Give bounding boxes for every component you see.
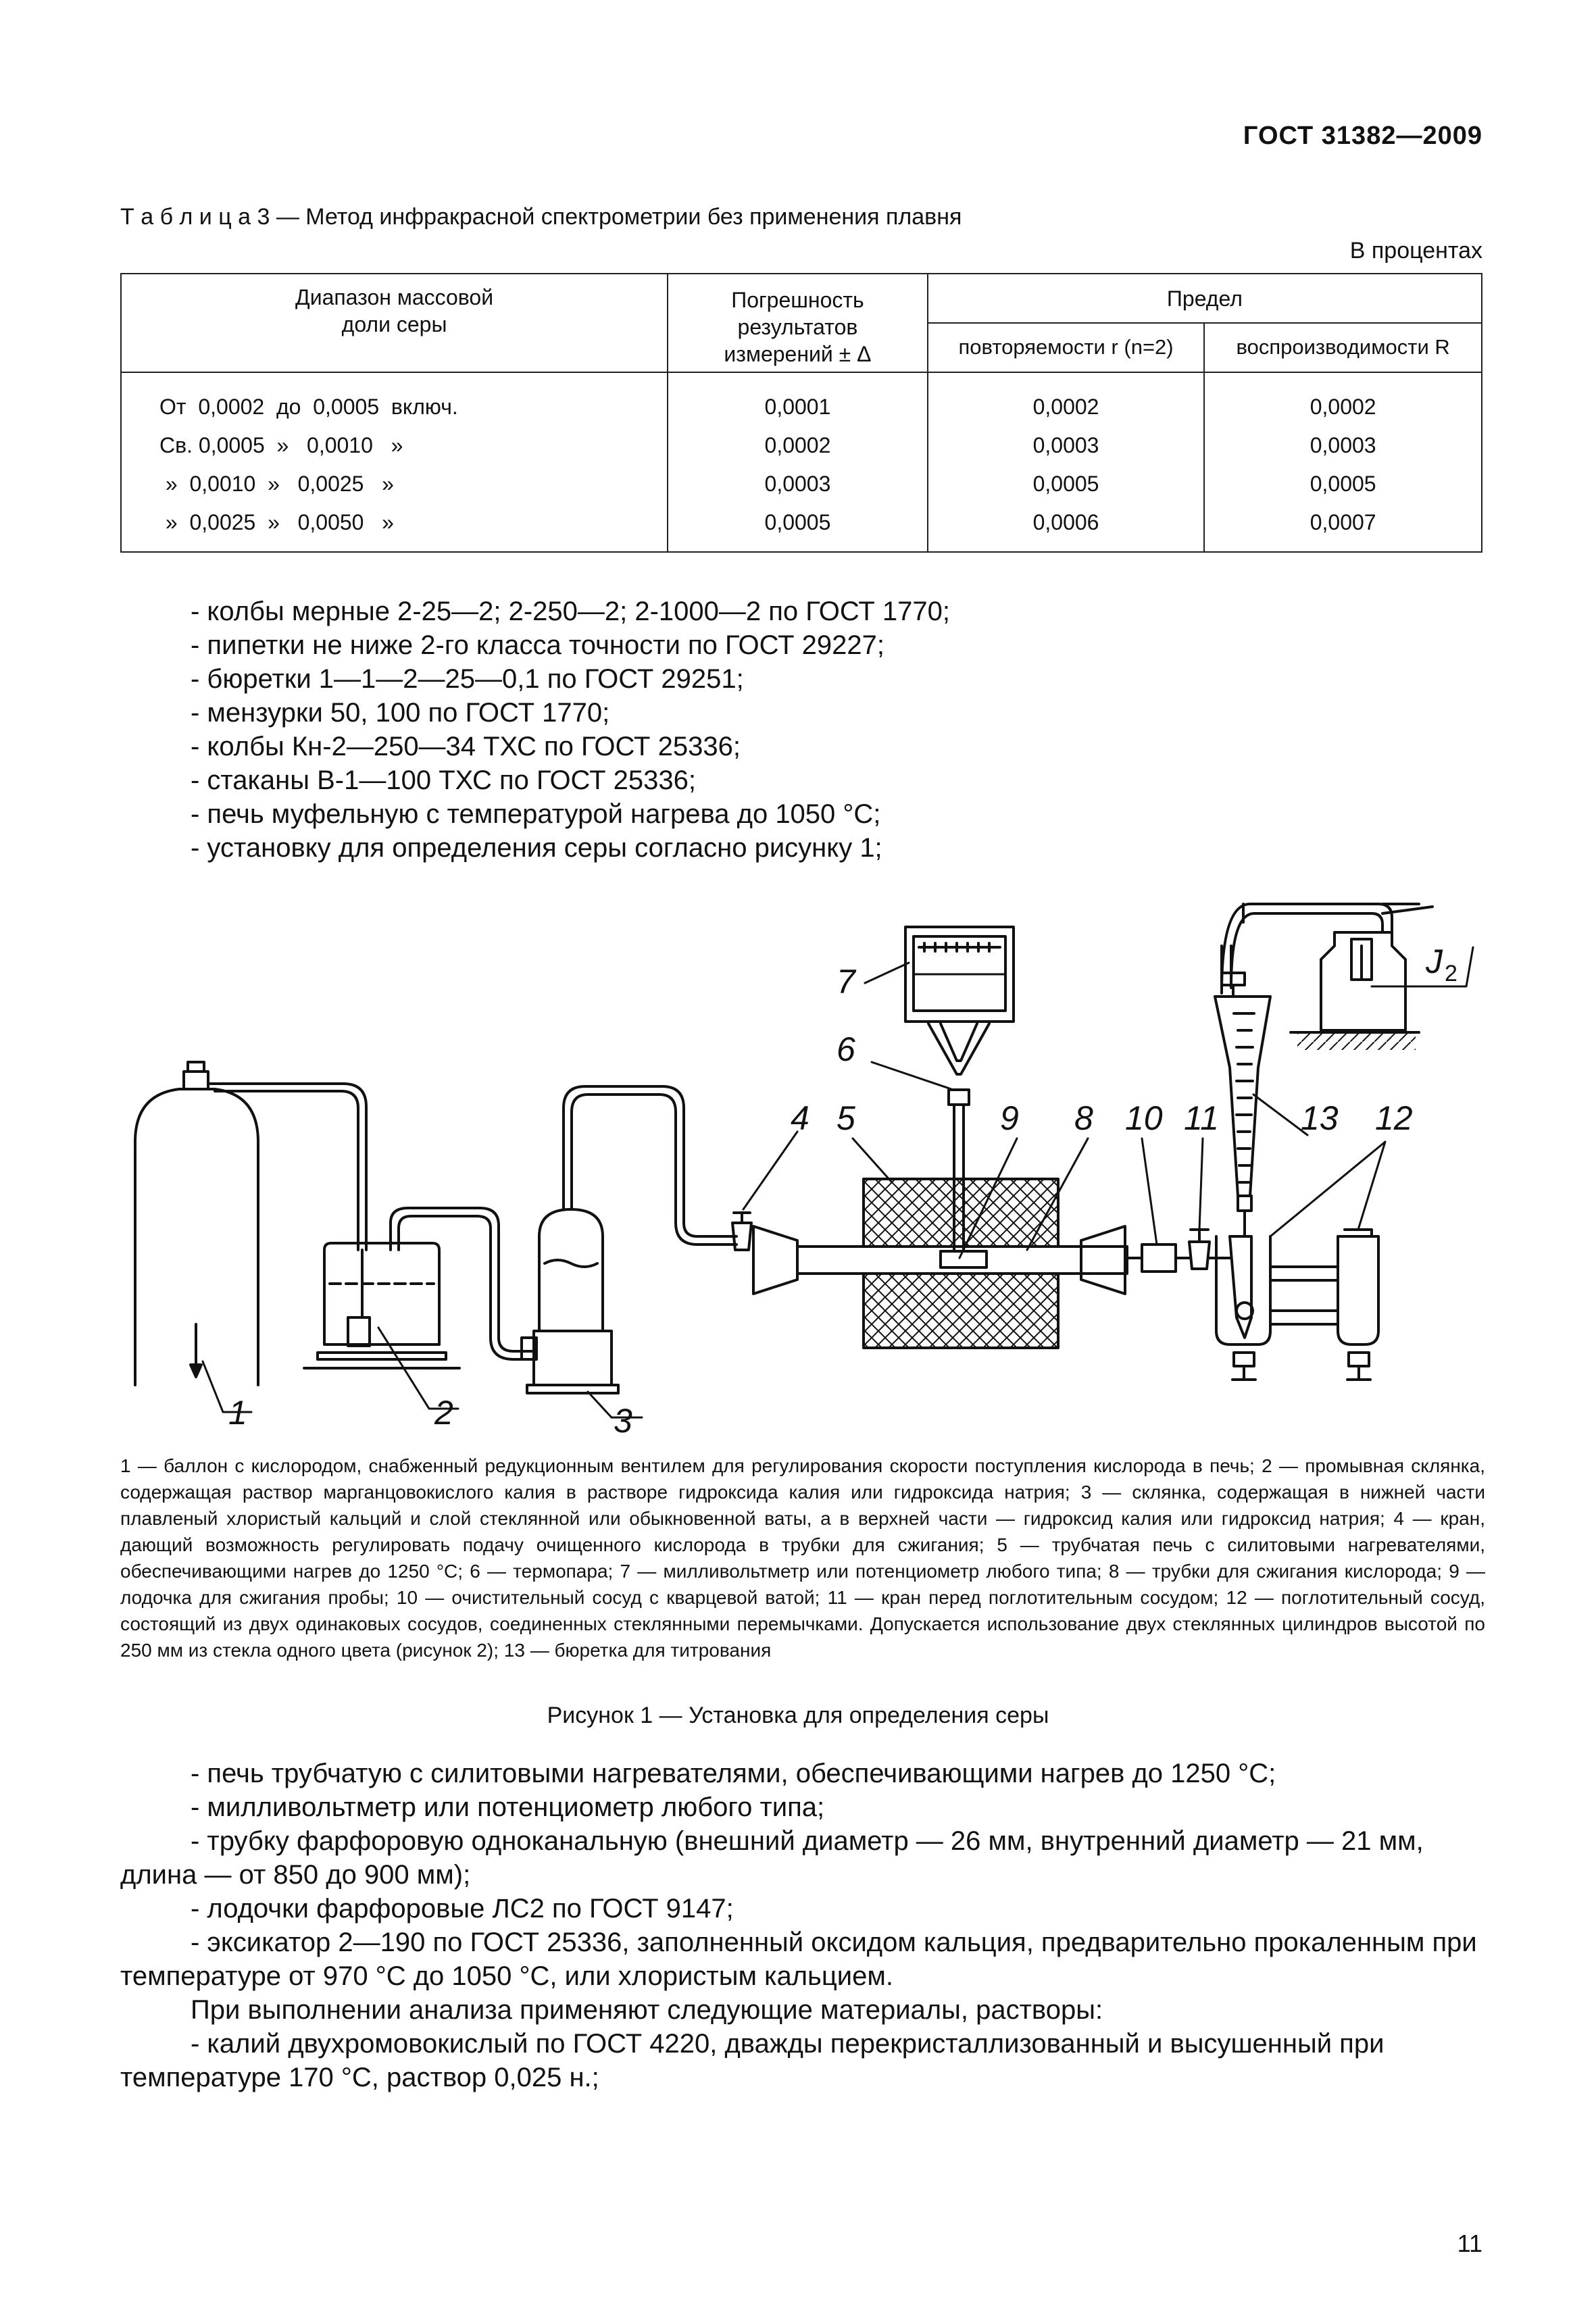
page-number: 11 (1457, 2230, 1482, 2257)
table-row: » 0,0010 » 0,0025 » 0,0003 0,0005 0,0005 (121, 465, 1482, 503)
label-10: 10 (1125, 1099, 1163, 1137)
list-item: - эксикатор 2—190 по ГОСТ 25336, заполненный оксидом кальция, предварительно прокаленным при температуре от 970 °С до 1050 °С, или хлористым кальцием. (120, 1928, 1477, 1991)
header-reprod: воспроизводимости R (1204, 323, 1482, 372)
figure-legend: 1 — баллон с кислородом, снабженный редукционным вентилем для регулирования скорости поступления кислорода в печь; 2 — промывная склянка, содержащая раствор марганцовокислого калия в растворе гидроксида калия или гидроксида натрия; 3 — склянка, содержащая в нижней части плавленый хлористый кальций и слой стеклянной или обыкновенной ваты, а в верхней части — гидроксид калия или гидроксид натрия; 4 — кран, дающий возможность регулировать подачу очищенного кислорода в трубки для сжигания; 5 — трубчатая печь с силитовыми нагревателями, обеспечивающими нагрев до 1250 °С; 6 — термопара; 7 — милливольтметр или потенциометр любого типа; 8 — трубки для сжигания кислорода; 9 — лодочка для сжигания пробы; 10 — очистительный сосуд с кварцевой ватой; 11 — кран перед поглотительным сосудом; 12 — поглотительный сосуд, состоящий из двух одинаковых сосудов, соединенных стеклянными перемычками. Допускается использование двух стеклянных цилиндров высотой по 250 мм из стекла одного цвета (рисунок 2); 13 — бюретка для титрования (120, 1455, 1485, 1661)
list-item: - калий двухромовокислый по ГОСТ 4220, дважды перекристаллизованный и высушенный при температуре 170 °С, раствор 0,025 н.; (120, 2029, 1385, 2092)
list-item: - милливольтметр или потенциометр любого типа; (191, 1792, 825, 1822)
drying-bottle (522, 1086, 737, 1393)
list-item: - установку для определения серы согласно рисунку 1; (191, 833, 882, 863)
label-11: 11 (1184, 1099, 1219, 1137)
list-item: - печь муфельную с температурой нагрева до 1050 °С; (191, 799, 881, 829)
table-caption: Т а б л и ц а 3 — Метод инфракрасной спектрометрии без применения плавня (120, 204, 962, 230)
label-7: 7 (837, 963, 855, 1001)
label-j-sub: 2 (1445, 961, 1457, 986)
purification-vessel (1127, 1244, 1189, 1272)
equipment-list-1 (120, 595, 1485, 865)
millivoltmeter (905, 927, 1014, 1022)
list-item: - печь трубчатую с силитовыми нагревателями, обеспечивающими нагрев до 1250 °С; (191, 1759, 1276, 1788)
table-row: От 0,0002 до 0,0005 включ. 0,0001 0,0002 0,0002 (121, 388, 1482, 426)
label-5: 5 (837, 1099, 855, 1137)
inlet-valve (732, 1213, 751, 1250)
sulfur-apparatus-diagram (0, 872, 1596, 1446)
list-item: - трубку фарфоровую одноканальную (внешний диаметр — 26 мм, внутренний диаметр — 21 мм, длина — от 850 до 900 мм); (120, 1826, 1424, 1890)
label-j: J (1426, 942, 1443, 980)
wash-bottle (304, 1208, 534, 1368)
header-error: Погрешность результатов измерений ± Δ (668, 274, 928, 372)
label-13: 13 (1301, 1099, 1339, 1137)
header-range: Диапазон массовой доли серы (121, 274, 668, 372)
list-item: - колбы мерные 2-25—2; 2-250—2; 2-1000—2 по ГОСТ 1770; (191, 597, 951, 626)
label-3: 3 (614, 1402, 632, 1440)
label-6: 6 (837, 1030, 855, 1068)
absorber-valve (1189, 1230, 1230, 1269)
header-repeat: повторяемости r (n=2) (928, 323, 1205, 372)
list-item: При выполнении анализа применяют следующие материалы, растворы: (191, 1995, 1103, 2025)
absorber-and-burette (1215, 904, 1432, 1380)
list-item: - колбы Кн-2—250—34 ТХС по ГОСТ 25336; (191, 732, 741, 761)
label-1: 1 (228, 1394, 247, 1432)
j2-flask (1291, 932, 1419, 1050)
list-item: - мензурки 50, 100 по ГОСТ 1770; (191, 698, 610, 728)
list-item: - лодочки фарфоровые ЛС2 по ГОСТ 9147; (191, 1894, 734, 1923)
table-row: » 0,0025 » 0,0050 » 0,0005 0,0006 0,0007 (121, 503, 1482, 552)
table-unit: В процентах (1349, 238, 1482, 263)
list-item: - бюретки 1—1—2—25—0,1 по ГОСТ 29251; (191, 664, 744, 694)
label-2: 2 (434, 1394, 453, 1432)
label-8: 8 (1074, 1099, 1093, 1137)
header-limit: Предел (928, 274, 1482, 323)
data-table (120, 273, 1482, 553)
list-item: - стаканы В-1—100 ТХС по ГОСТ 25336; (191, 765, 697, 795)
document-standard-header: ГОСТ 31382—2009 (1243, 122, 1482, 150)
list-item: - пипетки не ниже 2-го класса точности по ГОСТ 29227; (191, 630, 885, 660)
figure-caption: Рисунок 1 — Установка для определения серы (547, 1703, 1049, 1728)
label-12: 12 (1375, 1099, 1413, 1137)
label-4: 4 (791, 1099, 809, 1137)
oxygen-cylinder (135, 1062, 258, 1385)
equipment-list-2 (120, 1757, 1485, 2094)
table-row: Св. 0,0005 » 0,0010 » 0,0002 0,0003 0,0003 (121, 426, 1482, 465)
tube-furnace (753, 1179, 1127, 1348)
label-9: 9 (1000, 1099, 1019, 1137)
